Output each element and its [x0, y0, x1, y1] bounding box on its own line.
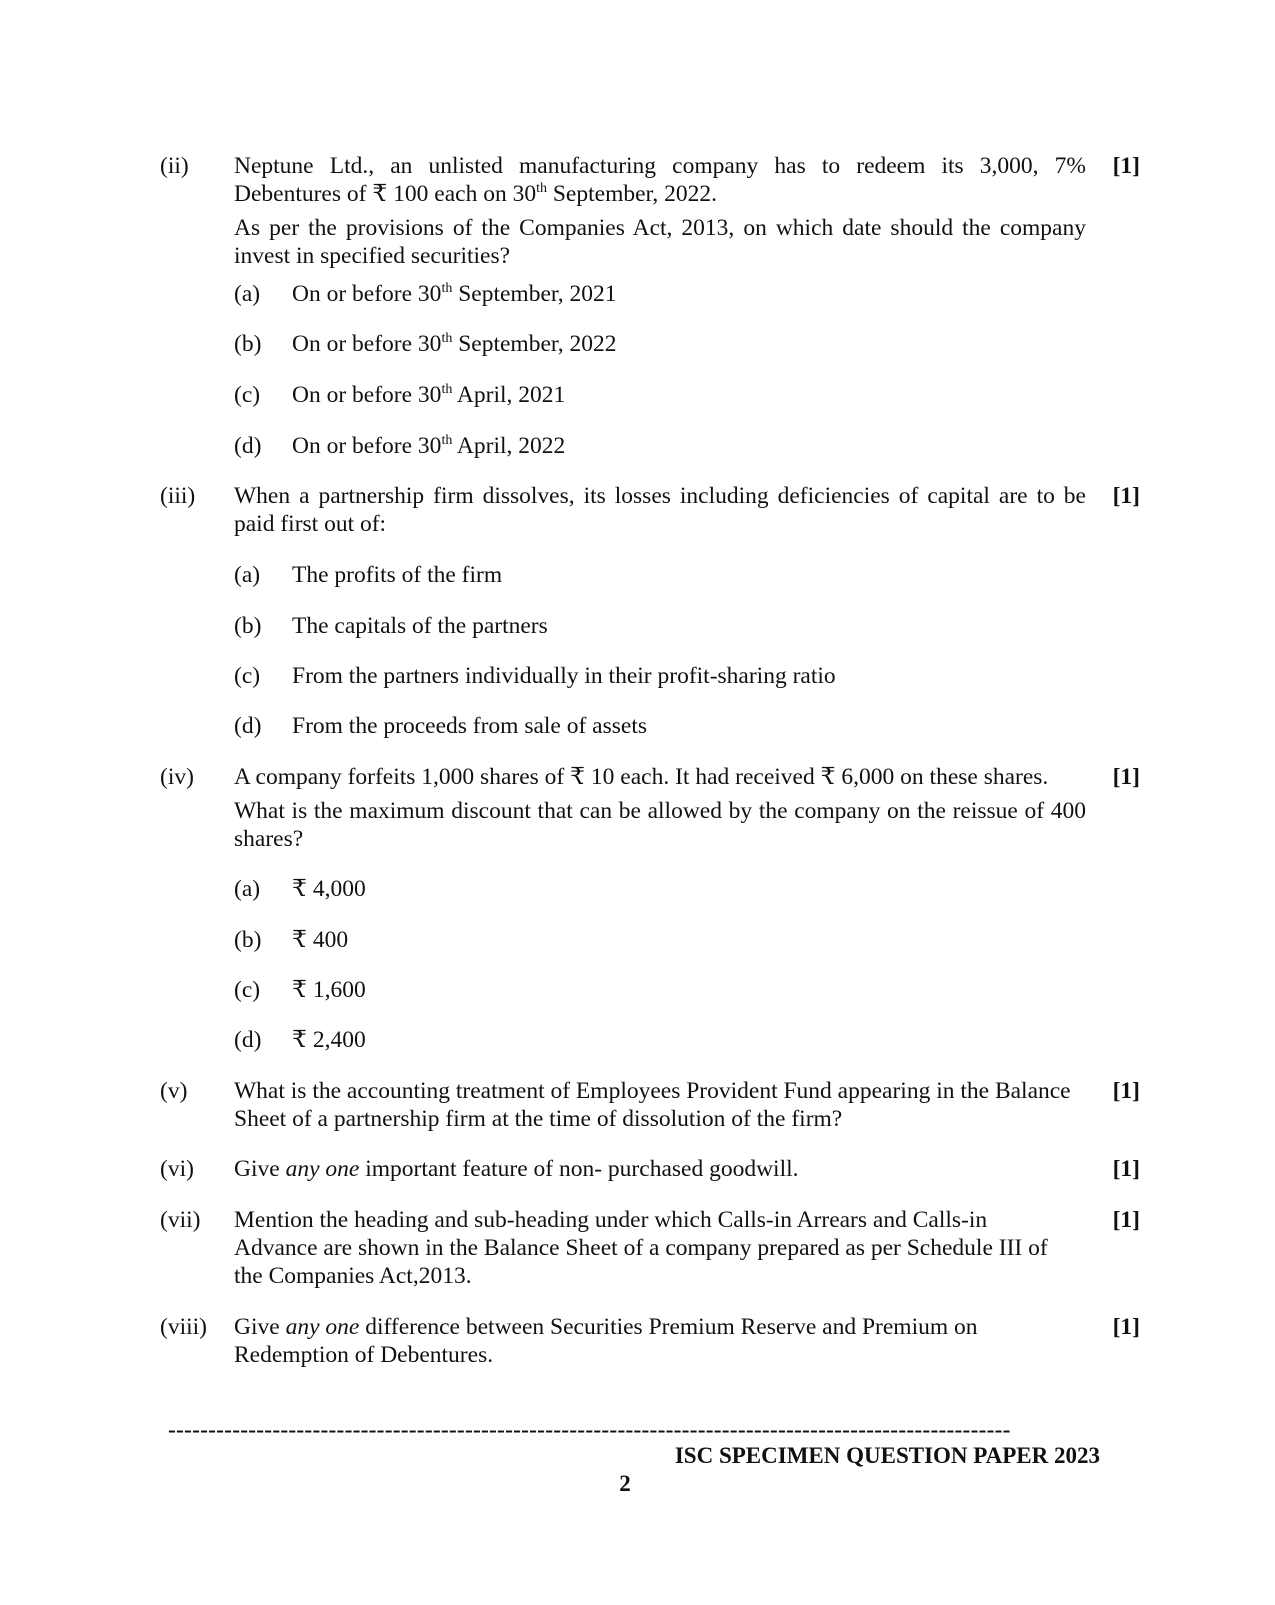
- question-text: Give any one important feature of non- purchased goodwill.: [234, 1156, 799, 1182]
- option-text: The capitals of the partners: [292, 613, 548, 639]
- option-label: (d): [234, 433, 262, 459]
- marks-label: [1]: [1112, 153, 1140, 179]
- footer-title: ISC SPECIMEN QUESTION PAPER 2023: [674, 1443, 1100, 1468]
- question-text: Neptune Ltd., an unlisted manufacturing company has to redeem its 3,000, 7% Debentures of ₹ 100 each on 30th September, 2022.: [234, 153, 1086, 207]
- option-text: From the proceeds from sale of assets: [292, 713, 648, 739]
- question-number: (viii): [160, 1314, 207, 1340]
- question-text: A company forfeits 1,000 shares of ₹ 10 each. It had received ₹ 6,000 on these shares.: [234, 764, 1049, 790]
- option-label: (d): [234, 713, 262, 739]
- question-text: Give any one difference between Securities Premium Reserve and Premium on Redemption of Debentures.: [234, 1314, 978, 1368]
- option-text: ₹ 400: [292, 927, 349, 953]
- question-number: (v): [160, 1078, 188, 1104]
- page-number: 2: [619, 1471, 631, 1496]
- question-number: (iv): [160, 764, 194, 790]
- option-label: (a): [234, 562, 261, 588]
- marks-label: [1]: [1112, 1156, 1140, 1182]
- option-text: On or before 30th September, 2021: [292, 281, 617, 307]
- option-label: (a): [234, 281, 261, 307]
- question-body: [234, 1077, 1086, 1133]
- option-label: (c): [234, 382, 261, 408]
- marks-label: [1]: [1112, 483, 1140, 509]
- marks-label: [1]: [1112, 1314, 1140, 1340]
- option-text: ₹ 2,400: [292, 1027, 366, 1053]
- option-label: (c): [234, 663, 261, 689]
- option-text: On or before 30th April, 2022: [292, 433, 566, 459]
- question-body: [234, 763, 1086, 853]
- marks-label: [1]: [1112, 1207, 1140, 1233]
- question-subtext: As per the provisions of the Companies Act, 2013, on which date should the company invest in specified securities?: [234, 215, 1086, 269]
- question-body: [234, 1313, 1086, 1369]
- question-text: When a partnership firm dissolves, its losses including deficiencies of capital are to be paid first out of:: [234, 483, 1086, 537]
- question-text: What is the accounting treatment of Employees Provident Fund appearing in the Balance Sheet of a partnership firm at the time of dissolution of the firm?: [234, 1078, 1071, 1132]
- option-text: ₹ 4,000: [292, 876, 366, 902]
- question-number: (vi): [160, 1156, 194, 1182]
- footer-divider: ---------------------------------------------------------------------------------------------------------: [168, 1417, 1011, 1443]
- question-body: [234, 1155, 1086, 1183]
- question-number: (ii): [160, 153, 189, 179]
- question-body: [234, 152, 1086, 270]
- option-label: (b): [234, 927, 262, 953]
- question-subtext: What is the maximum discount that can be allowed by the company on the reissue of 400 shares?: [234, 798, 1086, 852]
- option-text: On or before 30th April, 2021: [292, 382, 566, 408]
- question-number: (vii): [160, 1207, 201, 1233]
- option-label: (b): [234, 613, 262, 639]
- marks-label: [1]: [1112, 1078, 1140, 1104]
- option-text: ₹ 1,600: [292, 977, 366, 1003]
- question-body: [234, 482, 1086, 538]
- option-text: From the partners individually in their profit-sharing ratio: [292, 663, 836, 689]
- question-number: (iii): [160, 483, 196, 509]
- option-label: (c): [234, 977, 261, 1003]
- question-body: [234, 1206, 1086, 1290]
- option-text: The profits of the firm: [292, 562, 503, 588]
- option-label: (a): [234, 876, 261, 902]
- question-text: Mention the heading and sub-heading under which Calls-in Arrears and Calls-in Advance are shown in the Balance Sheet of a company prepared as per Schedule III of the Companies Act,2013.: [234, 1207, 1048, 1289]
- option-label: (b): [234, 331, 262, 357]
- option-text: On or before 30th September, 2022: [292, 331, 617, 357]
- option-label: (d): [234, 1027, 262, 1053]
- marks-label: [1]: [1112, 764, 1140, 790]
